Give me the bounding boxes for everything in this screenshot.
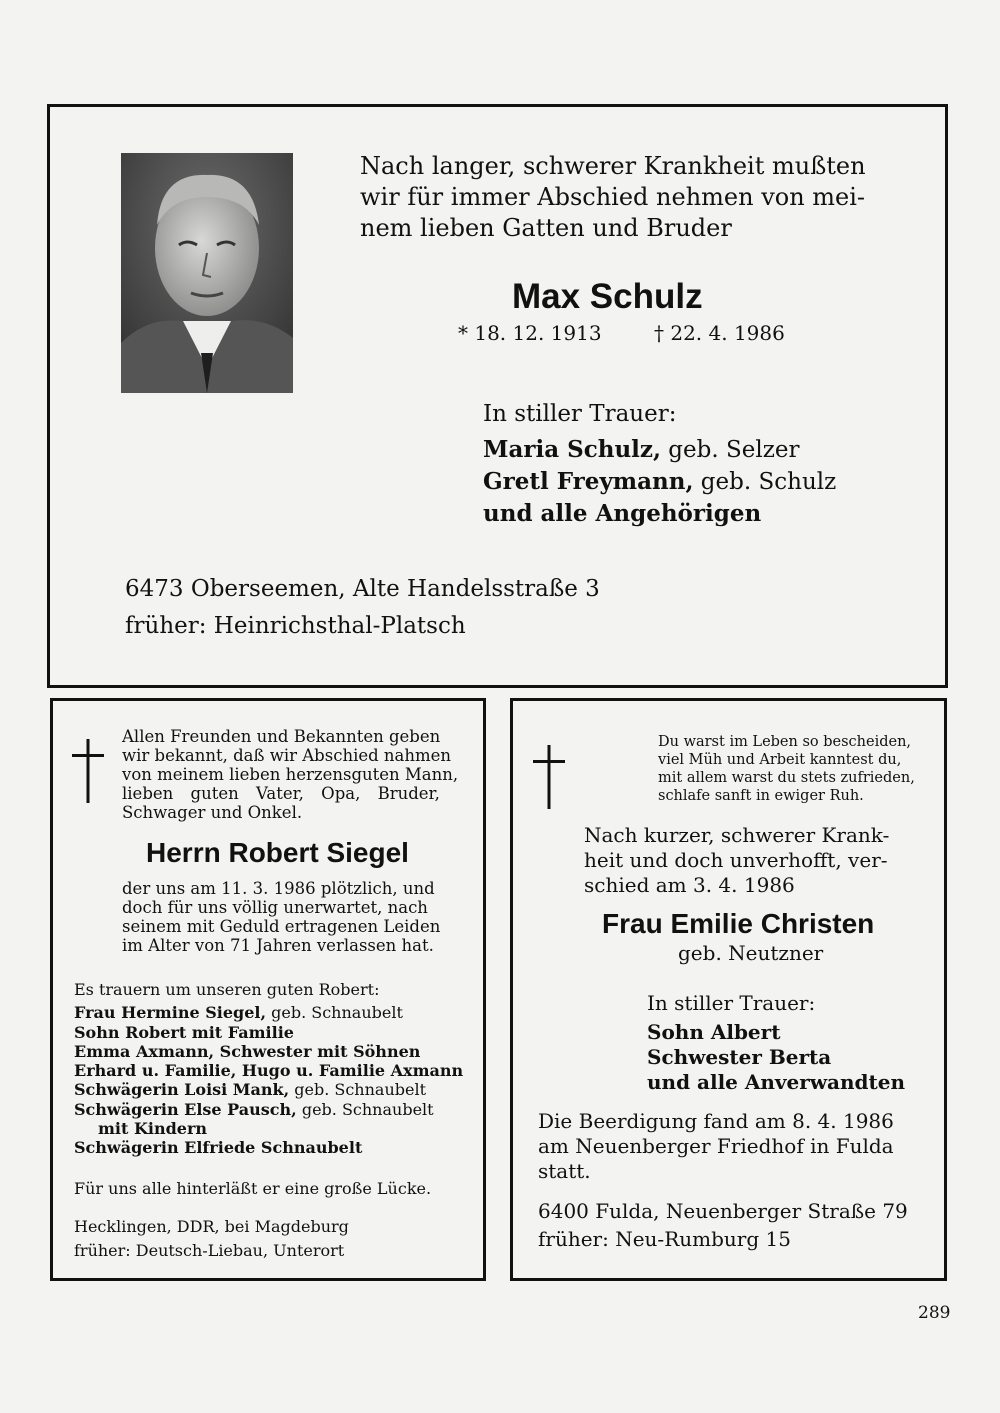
text-line: im Alter von 71 Jahren verlassen hat. [122,936,434,955]
mourning-label: Es trauern um unseren guten Robert: [74,980,380,999]
address [125,571,600,645]
mourner: Schwägerin Else Pausch, geb. Schnaubelt [74,1099,434,1119]
mourners-block [74,980,463,1158]
obituary-emilie-christen [510,698,947,1281]
mourner: Emma Axmann, Schwester mit Söhnen [74,1041,421,1061]
mourner: Sohn Robert mit Familie [74,1022,294,1042]
intro-line: von meinem lieben herzensguten Mann, [122,765,459,784]
mourners-block [647,991,905,1095]
intro-line: heit und doch unverhofft, ver- [584,848,888,872]
deceased-name: Max Schulz [512,277,703,316]
mourner: und alle Anverwandten [647,1070,906,1094]
obituary-max-schulz [47,104,948,688]
mourner: mit Kindern [98,1119,208,1139]
intro-line: Nach langer, schwerer Krankheit mußten [360,152,866,180]
address-line: früher: Deutsch-Liebau, Unterort [74,1241,345,1260]
verse-line: viel Müh und Arbeit kanntest du, [658,752,902,768]
text-line: der uns am 11. 3. 1986 plötzlich, und [122,879,435,898]
mourner: Sohn Albert [647,1020,781,1044]
text-line: seinem mit Geduld ertragenen Leiden [122,917,441,936]
intro-text [584,823,889,898]
funeral-text [538,1109,894,1184]
address-line: Hecklingen, DDR, bei Magdeburg [74,1217,349,1236]
deceased-name: Frau Emilie Christen [602,908,875,939]
intro-line: Schwager und Onkel. [122,803,303,822]
cross-icon [72,739,104,803]
intro-line: lieben guten Vater, Opa, Bruder, [122,784,440,803]
text-line: doch für uns völlig unerwartet, nach [122,898,428,917]
address-line: 6400 Fulda, Neuenberger Straße 79 [538,1199,908,1223]
mourner: Schwägerin Elfriede Schnaubelt [74,1138,363,1158]
mourner: Schwester Berta [647,1045,832,1069]
verse-line: mit allem warst du stets zufrieden, [658,770,915,786]
funeral-line: am Neuenberger Friedhof in Fulda [538,1134,894,1158]
verse [658,733,915,805]
intro-text [122,727,460,822]
deceased-name: Herrn Robert Siegel [146,837,409,868]
mourner: Gretl Freymann, geb. Schulz [483,468,837,495]
funeral-line: statt. [538,1159,591,1183]
address-line: früher: Heinrichsthal-Platsch [125,613,466,639]
verse-line: Du warst im Leben so bescheiden, [658,734,912,750]
mourning-label: In stiller Trauer: [483,401,677,427]
birth-date: * 18. 12. 1913 [458,321,602,345]
intro-line: nem lieben Gatten und Bruder [360,214,732,242]
mourner: Erhard u. Familie, Hugo u. Familie Axmann [74,1061,464,1081]
address [538,1197,908,1253]
address-line: früher: Neu-Rumburg 15 [538,1227,791,1251]
intro-line: wir bekannt, daß wir Abschied nahmen [122,746,452,765]
closing-line: Für uns alle hinterläßt er eine große Lücke. [74,1179,432,1198]
obituary-robert-siegel [50,698,486,1281]
address-line: 6473 Oberseemen, Alte Handelsstraße 3 [125,576,600,602]
cross-icon [533,745,565,809]
mourner: und alle Angehörigen [483,500,762,527]
mourning-label: In stiller Trauer: [647,991,816,1015]
intro-line: Nach kurzer, schwerer Krank- [584,823,890,847]
mourner: Schwägerin Loisi Mank, geb. Schnaubelt [74,1080,427,1100]
page-number: 289 [918,1303,951,1323]
mourners-block [483,399,836,530]
death-date: † 22. 4. 1986 [654,321,785,345]
intro-line: schied am 3. 4. 1986 [584,873,795,897]
intro-line: Allen Freunden und Bekannten geben [122,727,441,746]
intro-line: wir für immer Abschied nehmen von mei- [360,183,866,211]
maiden-name: geb. Neutzner [678,941,824,965]
mourner: Maria Schulz, geb. Selzer [483,436,800,463]
address [74,1215,349,1263]
obituary-text [122,879,440,955]
funeral-line: Die Beerdigung fand am 8. 4. 1986 [538,1109,894,1133]
mourner: Frau Hermine Siegel, geb. Schnaubelt [74,1003,403,1023]
intro-text [360,151,866,244]
portrait-photo [121,153,293,393]
verse-line: schlafe sanft in ewiger Ruh. [658,788,864,804]
